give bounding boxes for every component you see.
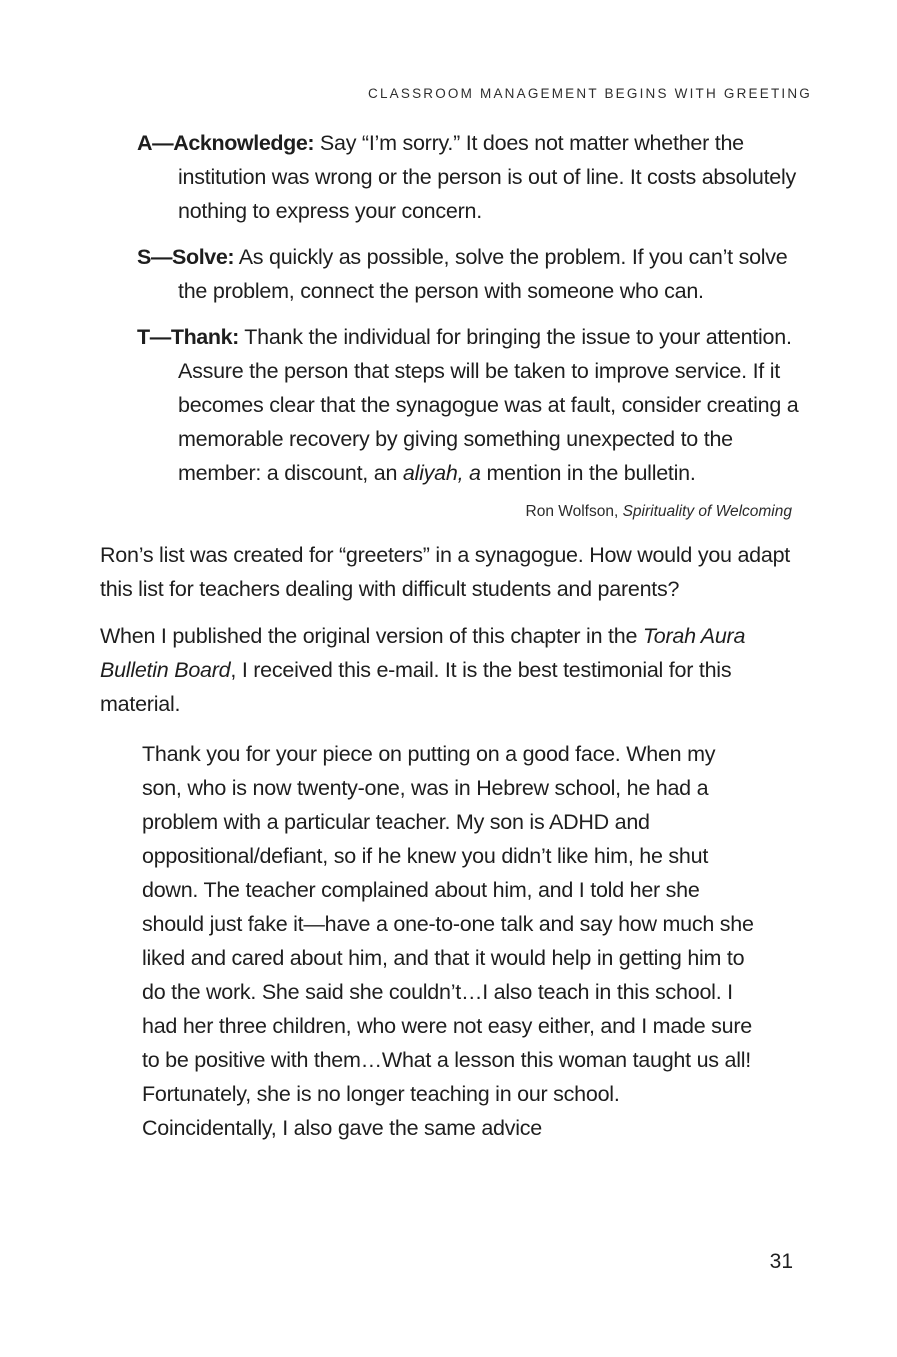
list-item-solve [137, 240, 800, 308]
list-item-text: Thank the individual for bringing the issue to your attention. Assure the person that steps will be taken to improve service. If it becomes clear that the synagogue was at fault, consider creating a memorable recovery by giving something unexpected to the member: a discount, an [178, 325, 799, 485]
list-item-text: Say “I’m sorry.” It does not matter whether the institution was wrong or the person is out of line. It costs absolutely nothing to express your concern. [178, 131, 797, 223]
list-item-label: A—Acknowledge: [137, 131, 315, 155]
paragraph-text: When I published the original version of this chapter in the [100, 624, 643, 648]
list-item-acknowledge [137, 126, 800, 228]
list-item-label: S—Solve: [137, 245, 235, 269]
paragraph-text: Ron’s list was created for “greeters” in a synagogue. How would you adapt this list for teachers dealing with difficult students and parents? [100, 543, 791, 601]
list-item-text: mention in the bulletin. [480, 461, 696, 485]
quote-text: Thank you for your piece on putting on a good face. When my son, who is now twenty-one, was in Hebrew school, he had a problem with a particular teacher. My son is ADHD and oppositional/defiant, so if he knew you didn’t like him, he shut down. The teacher complained about him, and I told her she should just fake it—have a one-to-one talk and say how much she liked and cared about him, and that it would help in getting him to do the work. She said she couldn’t…I also teach in this school. I had her three children, who were not easy either, and I made sure to be positive with them…What a lesson this woman taught us all! Fortunately, she is no longer teaching in our school. Coincidentally, I also gave the same advice [142, 742, 754, 1140]
testimonial-quote [142, 737, 757, 1145]
quote-attribution [100, 502, 792, 522]
running-head: CLASSROOM MANAGEMENT BEGINS WITH GREETING [368, 86, 812, 101]
paragraph [100, 538, 800, 606]
list-item-thank [137, 320, 800, 490]
page-content [100, 126, 800, 1145]
attribution-work-title: Spirituality of Welcoming [622, 503, 792, 520]
paragraph-text-italic: Torah Aura Bulletin Board [100, 624, 746, 682]
attribution-author: Ron Wolfson, [525, 503, 623, 520]
list-item-text: As quickly as possible, solve the problem. If you can’t solve the problem, connect the person with someone who can. [178, 245, 788, 303]
page-number: 31 [769, 1250, 793, 1273]
list-item-text-italic: aliyah, a [402, 461, 481, 485]
paragraph-text: , I received this e-mail. It is the best testimonial for this material. [100, 658, 732, 716]
list-item-label: T—Thank: [137, 325, 239, 349]
paragraph [100, 619, 800, 721]
